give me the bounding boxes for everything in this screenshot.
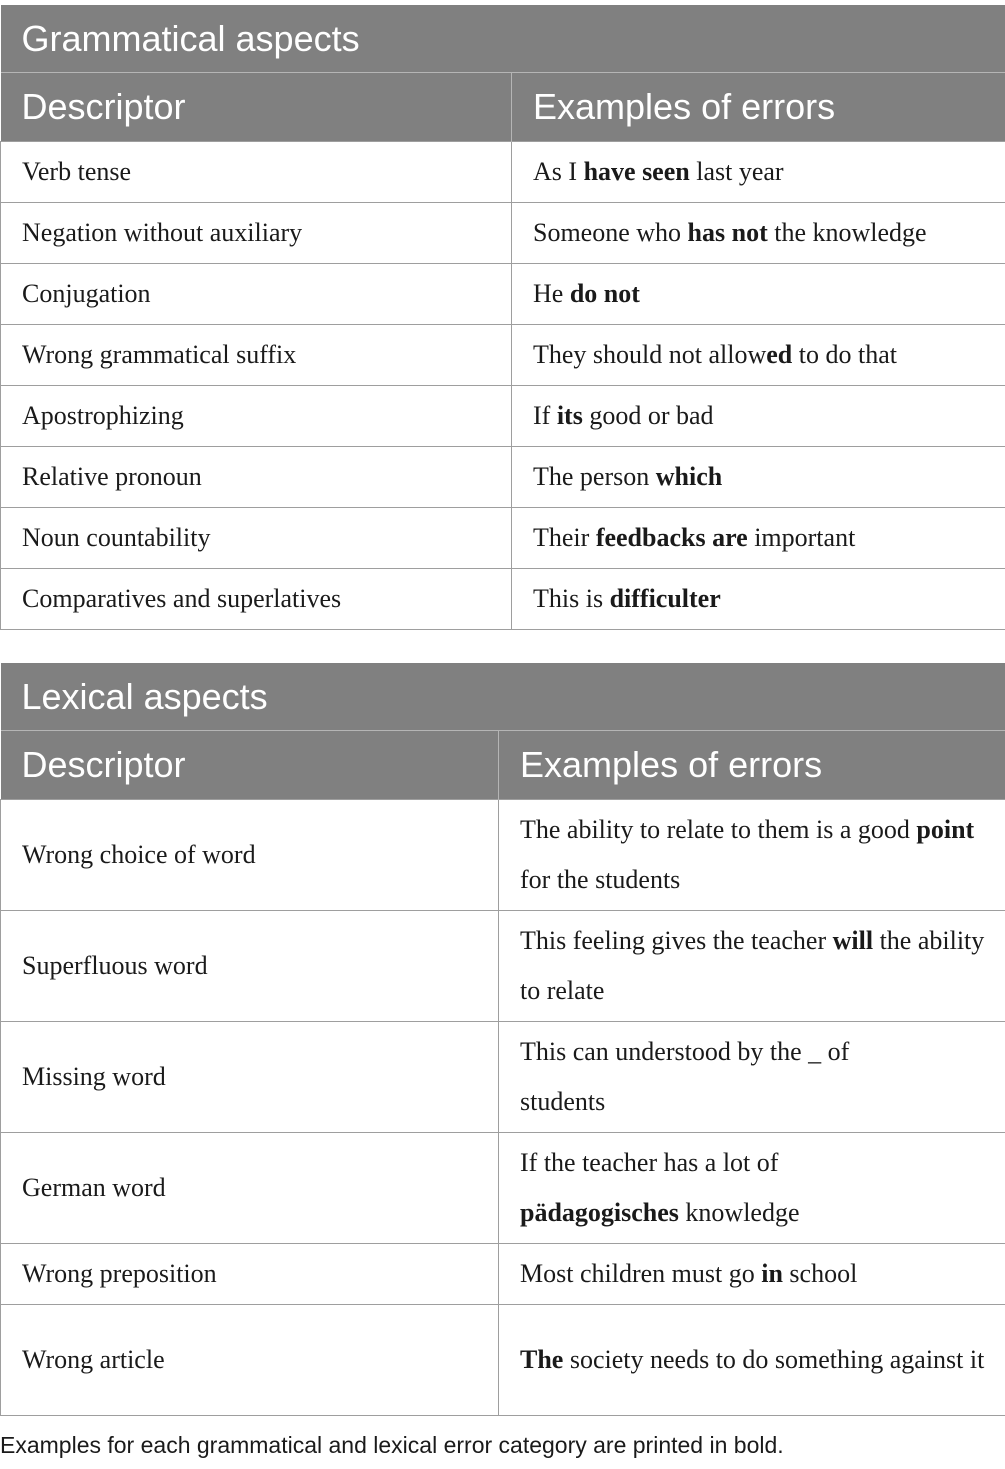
grammatical-aspects-table [0, 5, 1005, 630]
example-cell: Most children must go in school [499, 1244, 1005, 1305]
table-row [1, 569, 1005, 630]
descriptor-cell: Wrong choice of word [1, 800, 499, 911]
descriptor-cell: Missing word [1, 1022, 499, 1133]
table-row [1, 264, 1005, 325]
descriptor-cell: Wrong article [1, 1305, 499, 1416]
descriptor-cell: Conjugation [1, 264, 512, 325]
example-cell: The society needs to do something against it [499, 1305, 1005, 1416]
examples-header: Examples of errors [499, 731, 1005, 800]
table-footnote: Examples for each grammatical and lexical error category are printed in bold. [0, 1432, 784, 1458]
descriptor-cell: Negation without auxiliary [1, 203, 512, 264]
descriptor-cell: Verb tense [1, 142, 512, 203]
table-row [1, 325, 1005, 386]
example-cell: Someone who has not the knowledge [512, 203, 1005, 264]
example-cell: As I have seen last year [512, 142, 1005, 203]
descriptor-cell: Relative pronoun [1, 447, 512, 508]
example-cell: Their feedbacks are important [512, 508, 1005, 569]
table-row [1, 142, 1005, 203]
example-cell: This feeling gives the teacher will the ability to relate [499, 911, 1005, 1022]
descriptor-cell: Comparatives and superlatives [1, 569, 512, 630]
example-cell: They should not allowed to do that [512, 325, 1005, 386]
example-cell: The ability to relate to them is a good point for the students [499, 800, 1005, 911]
table-row [1, 508, 1005, 569]
table-row [1, 1133, 1005, 1244]
descriptor-cell: German word [1, 1133, 499, 1244]
descriptor-cell: Apostrophizing [1, 386, 512, 447]
descriptor-cell: Wrong grammatical suffix [1, 325, 512, 386]
descriptor-header: Descriptor [1, 73, 512, 142]
descriptor-header: Descriptor [1, 731, 499, 800]
example-cell: He do not [512, 264, 1005, 325]
table-row [1, 1022, 1005, 1133]
table-row [1, 386, 1005, 447]
table-row [1, 911, 1005, 1022]
lexical-aspects-table [0, 663, 1005, 1416]
examples-header: Examples of errors [512, 73, 1005, 142]
lexical-aspects-title: Lexical aspects [1, 663, 1005, 731]
example-cell: This is difficulter [512, 569, 1005, 630]
table-row [1, 203, 1005, 264]
descriptor-cell: Superfluous word [1, 911, 499, 1022]
example-cell: If its good or bad [512, 386, 1005, 447]
example-cell: This can understood by the _ of students [499, 1022, 1005, 1133]
table-row [1, 1244, 1005, 1305]
example-cell: If the teacher has a lot of pädagogisches knowledge [499, 1133, 1005, 1244]
descriptor-cell: Noun countability [1, 508, 512, 569]
example-cell: The person which [512, 447, 1005, 508]
table-row [1, 447, 1005, 508]
table-row [1, 1305, 1005, 1416]
descriptor-cell: Wrong preposition [1, 1244, 499, 1305]
grammatical-aspects-title: Grammatical aspects [1, 5, 1005, 73]
table-row [1, 800, 1005, 911]
